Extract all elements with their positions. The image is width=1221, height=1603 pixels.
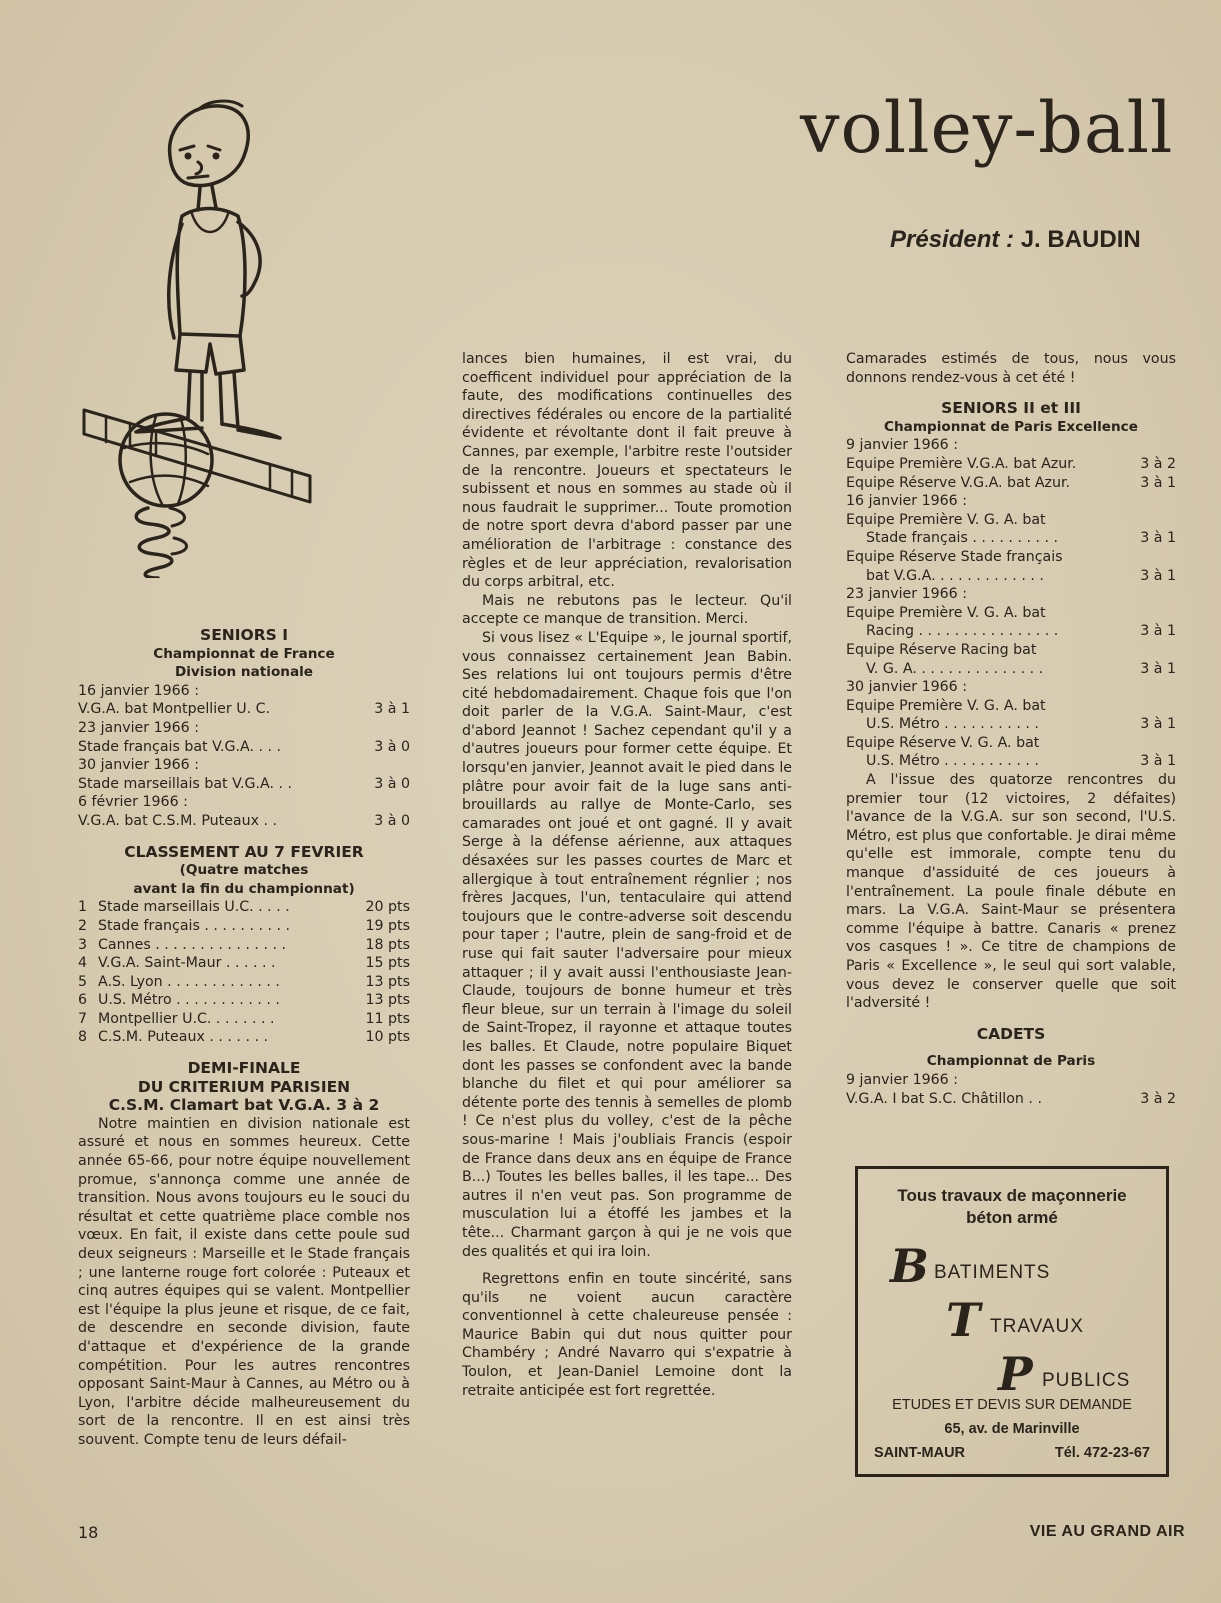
- seniors1-result: V.G.A. bat C.S.M. Puteaux . . 3 à 0: [78, 812, 410, 829]
- seniors23-date: 23 janvier 1966 :: [846, 586, 967, 603]
- page-number: 18: [78, 1523, 99, 1542]
- ad-b-word: BATIMENTS: [934, 1262, 1051, 1283]
- cadets-sub: Championnat de Paris: [926, 1053, 1096, 1070]
- seniors23-match: Equipe Première V. G. A. bat: [846, 604, 1046, 621]
- seniors23-match: Equipe Réserve Racing bat: [846, 641, 1037, 658]
- seniors23-result: Equipe Première V.G.A. bat Azur. 3 à 2: [846, 455, 1176, 472]
- seniors23-result: bat V.G.A. . . . . . . . . . . . . 3 à 1: [866, 567, 1176, 584]
- seniors23-paragraph: A l'issue des quatorze rencontres du premier tour (12 victoires, 2 défaites) l'avance de la V.G.A. sur son second, l'U.S. Métro, est plus que confortable. Je dirai même qu'elle est immorale, compte tenu du manque d'assiduité de ces joueurs à l'entraînement. La poule finale débute en mars. La V.G.A. Saint-Maur se présentera comme l'équipe à battre. Canaris « prenez vos casques ! ». Ce titre de champions de Paris « Excellence », le seul qui sort valable, vous devez le conserver quelle que soit l'adversité !: [846, 772, 1176, 1012]
- seniors23-heading: SENIORS II et III: [941, 399, 1081, 418]
- ad-city: SAINT-MAUR: [874, 1445, 966, 1461]
- ad-t-row: [946, 1293, 1084, 1347]
- seniors1-result: Stade français bat V.G.A. . . . 3 à 0: [78, 738, 410, 755]
- seniors1-date: 30 janvier 1966 :: [78, 757, 199, 774]
- column-left: [78, 626, 410, 1450]
- page-title: volley-ball: [800, 87, 1174, 169]
- seniors1-result: V.G.A. bat Montpellier U. C. 3 à 1: [78, 701, 410, 718]
- seniors1-sub1: Championnat de France: [153, 645, 335, 662]
- volleyball-player-illustration: [70, 98, 360, 578]
- cadets-heading: CADETS: [976, 1024, 1046, 1043]
- seniors23-date: 16 janvier 1966 :: [846, 493, 967, 510]
- ad-services: ETUDES ET DEVIS SUR DEMANDE: [892, 1397, 1132, 1413]
- standings-row: 7 Montpellier U.C. . . . . . . . 11 pts: [78, 1010, 410, 1027]
- standings-row: 3 Cannes . . . . . . . . . . . . . . . 18 pts: [78, 936, 410, 953]
- ad-phone: Tél. 472-23-67: [1054, 1445, 1150, 1461]
- president-name: J. BAUDIN: [1020, 226, 1141, 253]
- ad-line1: Tous travaux de maçonnerie: [897, 1186, 1127, 1205]
- seniors23-result: Stade français . . . . . . . . . . 3 à 1: [866, 530, 1176, 547]
- standings-row: 8 C.S.M. Puteaux . . . . . . . 10 pts: [78, 1029, 410, 1046]
- seniors1-result: Stade marseillais bat V.G.A. . . 3 à 0: [78, 775, 410, 792]
- standings-row: 6 U.S. Métro . . . . . . . . . . . . 13 pts: [78, 992, 410, 1009]
- ad-b-row: [890, 1239, 1051, 1293]
- standings-row: 2 Stade français . . . . . . . . . . 19 pts: [78, 917, 410, 934]
- ad-line2: béton armé: [966, 1208, 1058, 1227]
- ad-p-row: [998, 1347, 1131, 1401]
- btp-advertisement: [855, 1166, 1169, 1477]
- seniors23-date: 9 janvier 1966 :: [846, 437, 958, 454]
- president-line: [890, 226, 1180, 254]
- standings-sub2: avant la fin du championnat): [133, 880, 355, 897]
- seniors23-date: 30 janvier 1966 :: [846, 679, 967, 696]
- article-paragraph: lances bien humaines, il est vrai, du coefficent individuel pour appréciation de la faute, des modifications continuelles des directives fédérales ou encore de la partialité évidente et révoltante dont il fait preuve à Cannes, par exemple, l'arbitre reste l'outsider de la rencontre. Joueurs et spectateurs le subissent et nous en sommes au stade où il nous faudrait le supprimer... Toute promotion de notre sport devra d'abord passer par une amélioration de l'arbitrage : constance des règles et de leur appréciation, revalorisation du corps arbitral, etc.: [462, 351, 792, 591]
- article-paragraph: Camarades estimés de tous, nous vous donnons rendez-vous à cet été !: [846, 351, 1176, 386]
- standings-row: 5 A.S. Lyon . . . . . . . . . . . . . 13 pts: [78, 973, 410, 990]
- seniors23-result: U.S. Métro . . . . . . . . . . . 3 à 1: [866, 716, 1176, 733]
- article-paragraph: Si vous lisez « L'Equipe », le journal sportif, vous connaissez certainement Jean Babin. Ses relations lui ont toujours permis d'être cité hebdomadairement. Chaque fois que l'on doit parler de la V.G.A. Saint-Maur, c'est d'abord Jeannot ! Sachez cependant qu'il y a d'autres joueurs pour former cette équipe. Et lorsqu'en janvier, Jeannot avait le pied dans le plâtre pour avoir fait de la luge sans anti-brouillards au rallye de Monte-Carlo, ses camarades ont joué et ont gagné. Il y avait Serge à la défense aérienne, aux attaques désaxées sur les passes courtes de Marc et allergique à tout entraînement régnlier ; nos frères Jacques, l'un, tentaculaire qui attend toujours que le contre-adverse soit descendu pour taper ; l'autre, plein de sang-froid et de ruse qui fait sauter l'adversaire pour mieux attaquer ; il y avait aussi l'enthousiaste Jean-Claude, toujours de bonne humeur et très fleur bleue, sur un terrain à l'image du soleil de Saint-Tropez, il rayonne et attaque toutes les balles. Et Claude, notre populaire Biquet dont les passes se confondent avec la bande blanche du filet et qui pour améliorer sa détente porte des tennis à semelles de plomb ! Ce n'est plus du volley, c'est de la pêche sous-marine ! Mais j'oubliais Francis (espoir de France dans deux ans en équipe de France B...) Toutes les belles balles, il les tape... Des autres il n'en veut pas. Son programme de musculation lui a étoffé les jambes et la tête... Charmant garçon à qui je ne vois que des qualités et qui ira loin.: [462, 629, 792, 1260]
- seniors23-result: Equipe Réserve V.G.A. bat Azur. 3 à 1: [846, 474, 1176, 491]
- ad-p-letter: P: [998, 1347, 1033, 1401]
- article-paragraph: Regrettons enfin en toute sincérité, sans qu'ils ne voient aucun caractère conventionnel à cette chaleureuse pensée : Maurice Babin qui dut nous quitter pour Chambéry ; André Navarro qui s'expatrie à Toulon, et Jean-Daniel Lemoine dont la retraite anticipée est fort regrettée.: [462, 1271, 792, 1399]
- seniors1-date: 6 février 1966 :: [78, 794, 188, 811]
- demi-heading-2: DU CRITERIUM PARISIEN: [137, 1077, 351, 1096]
- seniors1-date: 16 janvier 1966 :: [78, 682, 199, 699]
- ad-t-letter: T: [946, 1293, 981, 1347]
- standings-row: 4 V.G.A. Saint-Maur . . . . . . 15 pts: [78, 955, 410, 972]
- ad-address: 65, av. de Marinville: [944, 1421, 1080, 1437]
- seniors1-sub2: Division nationale: [174, 664, 314, 681]
- standings-heading: CLASSEMENT AU 7 FEVRIER: [124, 842, 364, 861]
- ad-b-letter: B: [890, 1239, 929, 1293]
- demi-result: C.S.M. Clamart bat V.G.A. 3 à 2: [108, 1096, 380, 1115]
- ad-contact: [858, 1445, 1166, 1461]
- magazine-name: VIE AU GRAND AIR: [1029, 1523, 1185, 1540]
- ad-p-word: PUBLICS: [1042, 1370, 1131, 1391]
- column-right: [846, 350, 1176, 1108]
- demi-heading: DEMI-FINALE: [187, 1059, 301, 1078]
- standings-sub1: (Quatre matches: [179, 862, 309, 879]
- seniors1-date: 23 janvier 1966 :: [78, 719, 199, 736]
- seniors23-result: U.S. Métro . . . . . . . . . . . 3 à 1: [866, 753, 1176, 770]
- standings-row: 1 Stade marseillais U.C. . . . . 20 pts: [78, 899, 410, 916]
- president-label: Président :: [890, 226, 1015, 253]
- seniors23-match: Equipe Réserve Stade français: [846, 548, 1063, 565]
- demi-paragraph: Notre maintien en division nationale est assuré et nous en sommes heureux. Cette année 65-66, pour notre équipe nouvellement promue, s'annonça comme une année de transition. Nous avons toujours eu le souci du résultat et cette quatrième place comble nos vœux. En fait, il existe dans cette poule sud deux seigneurs : Marseille et le Stade français ; une lanterne rouge fort colorée : Puteaux et cinq autres équipes qui se valent. Montpellier est l'équipe la plus jeune et risque, de ce fait, de descendre en seconde division, faute d'attaque et d'expérience de la grande compétition. Pour les autres rencontres opposant Saint-Maur à Cannes, au Métro ou à Lyon, l'arbitre décide malheureusement du sort de la rencontre. Il en est ainsi très souvent. Compte tenu de leurs défail-: [78, 1115, 410, 1448]
- cadets-result: V.G.A. I bat S.C. Châtillon . . 3 à 2: [846, 1090, 1176, 1107]
- seniors23-match: Equipe Réserve V. G. A. bat: [846, 734, 1040, 751]
- seniors23-result: V. G. A. . . . . . . . . . . . . . . 3 à 1: [866, 660, 1176, 677]
- seniors23-sub: Championnat de Paris Excellence: [884, 418, 1138, 435]
- seniors23-match: Equipe Première V. G. A. bat: [846, 511, 1046, 528]
- article-paragraph: Mais ne rebutons pas le lecteur. Qu'il accepte ce manque de transition. Merci.: [462, 592, 792, 628]
- seniors23-result: Racing . . . . . . . . . . . . . . . . 3 à 1: [866, 623, 1176, 640]
- seniors23-match: Equipe Première V. G. A. bat: [846, 697, 1046, 714]
- column-middle: [462, 350, 792, 1400]
- seniors1-heading: SENIORS I: [200, 626, 288, 644]
- ad-t-word: TRAVAUX: [990, 1316, 1084, 1337]
- cadets-date: 9 janvier 1966 :: [846, 1071, 958, 1088]
